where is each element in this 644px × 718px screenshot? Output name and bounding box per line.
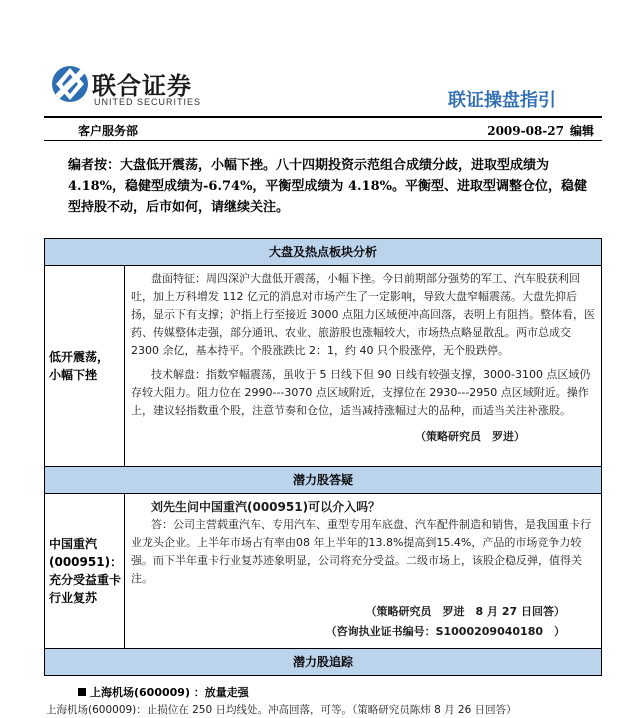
qa-section-header: 潜力股答疑 [45, 467, 601, 494]
market-section-row [45, 266, 601, 467]
qa-question: 刘先生问中国重汽(000951)可以介入吗？ [151, 500, 381, 514]
qa-answer: 答：公司主营载重汽车、专用汽车、重型专用车底盘、汽车配件制造和销售，是我国重卡行业龙头企业。上半年市场占有率由08 年上半年的13.8%提高到15.4%，产品的市场竞争力较强。而下半年重卡行业复苏迹象明显，公司将充分受益。二级市场上，该股企稳反弹，值得关注。 [131, 518, 591, 585]
logo-text-en: UNITED SECURITIES [94, 97, 202, 107]
logo-mark-icon [50, 64, 90, 104]
market-content [125, 266, 601, 466]
track-item-text: 上海机场(600009)：止损位在 250 日均线处。冲高回落，可等。（策略研究员陈炜 8 月 26 日回答） [46, 704, 517, 716]
date-value: 2009-08-27 [487, 124, 564, 138]
editor-note: 编者按：大盘低开震荡，小幅下挫。八十四期投资示范组合成绩分歧，进取型成绩为 4.18%，稳健型成绩为-6.74%，平衡型成绩为 4.18%。平衡型、进取型调整仓位，稳健型持股不动，后市如何，请继续关注。 [68, 158, 587, 215]
market-paragraph-2: 技术解盘：指数窄幅震荡，虽收于 5 日线下但 90 日线有较强支撑，3000-3100 点区域仍存较大阻力。阻力位在 2990---3070 点区域附近，支撑位在 2930---2950 点区域附近。操作上，建议轻指数重个股，注意节奏和仓位，适当减持涨幅过大的品种，而适当关注补涨股。 [131, 368, 591, 417]
report-date [487, 122, 594, 139]
market-paragraph-1: 盘面特征：周四深沪大盘低开震荡，小幅下挫。今日前期部分强势的军工、汽车股获利回吐，加上万科增发 112 亿元的消息对市场产生了一定影响，导致大盘窄幅震荡。大盘先抑后扬，显示下有支撑；沪指上行至接近 3000 点阻力区域便冲高回落，表明上有阻挡。整体看，医药、传媒整体走强，部分通讯、农业、旅游股也涨幅较大，市场热点略显散乱。两市总成交 2300 余亿，基本持平。个股涨跌比 2：1，约 40 只个股涨停，无个股跌停。 [131, 272, 595, 357]
bullet-square-icon [78, 688, 86, 696]
header-rule [44, 116, 602, 118]
track-item-title [78, 684, 249, 700]
track-section-header: 潜力股追踪 [45, 649, 601, 675]
market-section-header: 大盘及热点板块分析 [45, 239, 601, 266]
track-item-title-text: 上海机场(600009) ：放量走强 [90, 686, 249, 699]
qa-content [125, 494, 601, 648]
qa-license: （咨询执业证书编号：S1000209040180 ） [325, 625, 565, 638]
qa-section-row [45, 494, 601, 649]
market-signature: （策略研究员 罗进） [415, 430, 525, 443]
report-title: 联证操盘指引 [448, 90, 556, 111]
market-left-label: 低开震荡，小幅下挫 [45, 266, 125, 466]
qa-signature: （策略研究员 罗进 8 月 27 日回答） [365, 605, 565, 618]
edit-label: 编辑 [569, 124, 594, 138]
report-table [44, 238, 602, 676]
company-logo [50, 64, 220, 114]
department-label: 客户服务部 [78, 124, 139, 138]
logo-text-cn: 联合证券 [92, 72, 192, 100]
qa-left-label: 中国重汽(000951)：充分受益重卡行业复苏 [45, 494, 125, 648]
subheader-rule [44, 140, 602, 141]
